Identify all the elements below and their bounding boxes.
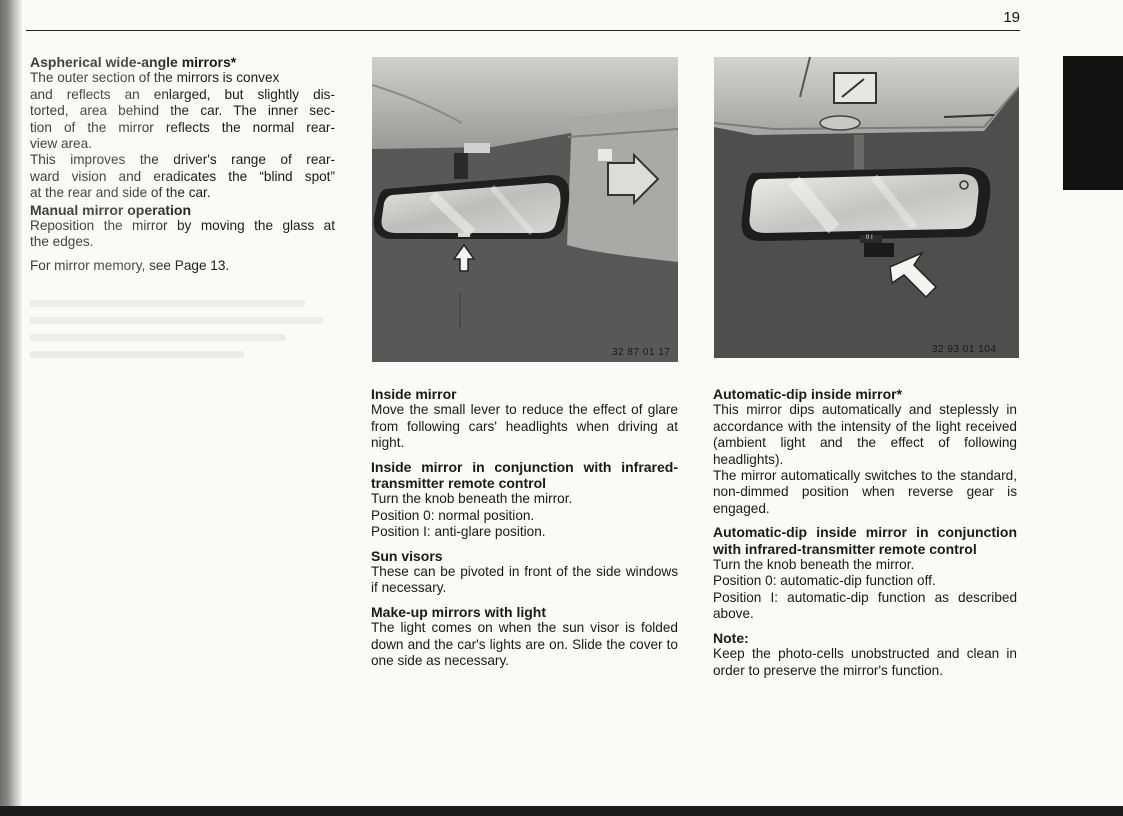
inside-mirror-photo: [372, 57, 678, 362]
range-line-1: This improves the driver's range of rear-: [30, 152, 335, 168]
svg-text:0 I: 0 I: [866, 235, 873, 241]
header-rule: [26, 30, 1020, 31]
sun-visors-text: These can be pivoted in front of the side windows if necessary.: [371, 564, 678, 596]
reposition-line-2: the edges.: [30, 234, 335, 250]
thumb-index-tab: [1063, 56, 1123, 190]
show-through-text: [30, 300, 335, 380]
left-column: [30, 54, 335, 274]
aspherical-line-1: The outer section of the mirrors is convex: [30, 70, 335, 86]
note-heading: Note:: [713, 629, 749, 646]
infrared-heading: Inside mirror in conjunction with infrared-transmitter remote control: [371, 458, 678, 492]
infrared-line-2: Position 0: normal position.: [371, 507, 535, 523]
sun-visors-heading: Sun visors: [371, 547, 443, 564]
auto-dip-heading: Automatic-dip inside mirror*: [713, 386, 903, 402]
figure-code-2: 32 93 01 104: [932, 344, 997, 355]
aspherical-line-3: torted, area behind the car. The inner sec-: [30, 103, 335, 119]
range-line-2: ward vision and eradicates the “blind spot”: [30, 168, 335, 184]
auto-dip-text-1: This mirror dips automatically and steplessly in accordance with the intensity of the light received (ambient light and the effect of following headlights).: [713, 402, 1017, 467]
aspherical-line-4: tion of the mirror reflects the normal rear-: [30, 119, 335, 135]
range-line-3: at the rear and side of the car.: [30, 185, 335, 201]
middle-column: [371, 386, 678, 670]
bottom-edge: [0, 806, 1123, 816]
aspherical-line-5: view area.: [30, 136, 335, 152]
note-text: Keep the photo-cells unobstructed and clean in order to preserve the mirror's function.: [713, 646, 1017, 678]
infrared-line-3: Position I: anti-glare position.: [371, 524, 546, 540]
page-number: 19: [1003, 9, 1020, 26]
manual-mirror-heading: Manual mirror operation: [30, 202, 335, 218]
inside-mirror-heading: Inside mirror: [371, 386, 457, 402]
aspherical-line-2: and reflects an enlarged, but slightly dis-: [30, 86, 335, 102]
auto-dip-remote-line-2: Position 0: automatic-dip function off.: [713, 573, 936, 589]
infrared-line-1: Turn the knob beneath the mirror.: [371, 491, 573, 507]
automatic-dip-mirror-photo: [714, 57, 1019, 358]
scan-left-edge: [0, 0, 22, 816]
makeup-mirrors-text: The light comes on when the sun visor is folded down and the car's lights are on. Slide the cover to one side as necessary.: [371, 620, 678, 669]
inside-mirror-text: Move the small lever to reduce the effect of glare from following cars' headlights when driving at night.: [371, 402, 678, 451]
figure-code-1: 32 87 01 17: [612, 347, 671, 358]
mirror-memory-reference: For mirror memory, see Page 13.: [30, 258, 335, 274]
makeup-mirrors-heading: Make-up mirrors with light: [371, 603, 547, 620]
auto-dip-text-2: The mirror automatically switches to the standard, non-dimmed position when reverse gear is engaged.: [713, 468, 1017, 516]
right-column: [713, 386, 1017, 679]
reposition-line-1: Reposition the mirror by moving the glass at: [30, 218, 335, 234]
auto-dip-remote-heading: Automatic-dip inside mirror in conjunction with infrared-transmitter remote control: [713, 524, 1017, 557]
aspherical-heading: Aspherical wide-angle mirrors*: [30, 54, 335, 70]
auto-dip-remote-line-1: Turn the knob beneath the mirror.: [713, 557, 915, 573]
auto-dip-remote-line-3: Position I: automatic-dip function as described above.: [713, 589, 1017, 622]
